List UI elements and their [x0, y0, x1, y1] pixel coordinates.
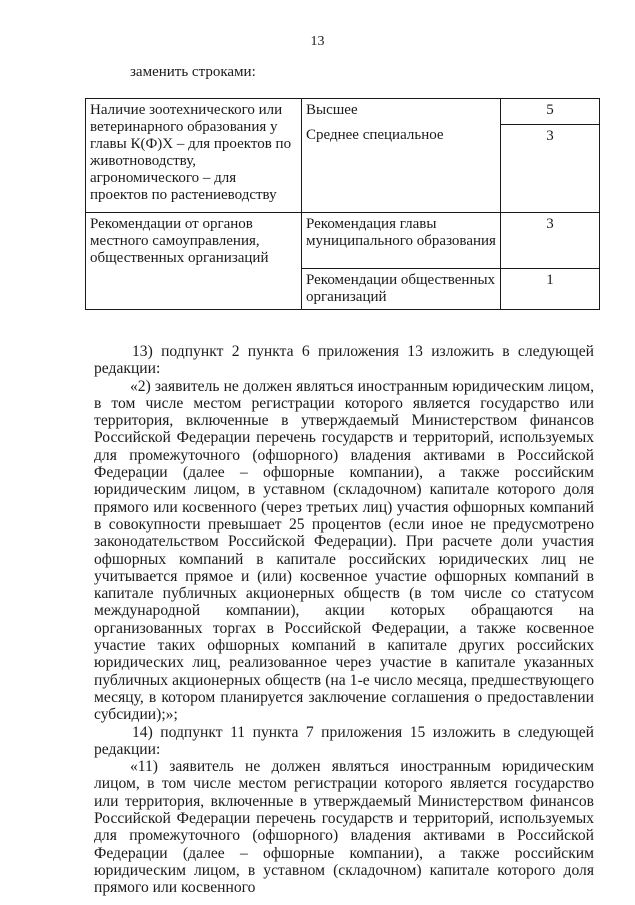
score-cell: 5: [501, 99, 600, 125]
criterion-cell: Наличие зоотехнического или ветеринарного образования у главы К(Ф)Х – для проектов по животноводству, агрономического – для проектов по растениеводству: [86, 99, 302, 213]
score-cell: 1: [501, 269, 600, 310]
paragraph-quote-2: «2) заявитель не должен являться иностранным юридическим лицом, в том числе местом регистрации которого является государство или территория, включенные в утверждаемый Министерством финансов Российской Федерации перечень государств и территорий, используемых для промежуточного (офшорного) владения активами в Российской Федерации (далее – офшорные компании), а также российским юридическим лицом, в уставном (складочном) капитале которого доля прямого или косвенного (через третьих лиц) участия офшорных компаний в совокупности превышает 25 процентов (если иное не предусмотрено законодательством Российской Федерации). При расчете доли участия офшорных компаний в капитале российских юридических лиц не учитывается прямое и (или) косвенное участие офшорных компаний в капитале публичных акционерных обществ (в том числе со статусом международной компании), акции которых обращаются на организованных торгах в Российской Федерации, а также косвенное участие таких офшорных компаний в капитале других российских юридических лиц, реализованное через участие в капитале указанных публичных акционерных обществ (на 1-е число месяца, предшествующего месяцу, в котором планируется заключение соглашения о предоставлении субсидии);»;: [94, 377, 594, 724]
criterion-cell: Рекомендации от органов местного самоуправления, общественных организаций: [86, 213, 302, 310]
score-cell: 3: [501, 124, 600, 213]
document-body: [94, 343, 594, 897]
option-cell: Рекомендации общественных организаций: [302, 269, 501, 310]
paragraph-item-13: 13) подпункт 2 пункта 6 приложения 13 изложить в следующей редакции:: [94, 343, 594, 378]
paragraph-quote-11: «11) заявитель не должен являться иностранным юридическим лицом, в том числе местом регистрации которого является государство или территория, включенные в утверждаемый Министерством финансов Российской Федерации перечень государств и территорий, используемых для промежуточного (офшорного) владения активами в Российской Федерации (далее – офшорные компании), а также российским юридическим лицом, в уставном (складочном) капитале которого доля прямого или косвенного: [94, 758, 594, 897]
table-row: [86, 213, 600, 269]
option-cell: Рекомендация главы муниципального образования: [302, 213, 501, 269]
page-number: 13: [310, 34, 325, 49]
score-cell: 3: [501, 213, 600, 269]
option-cell: Высшее: [302, 99, 501, 125]
paragraph-item-14: 14) подпункт 11 пункта 7 приложения 15 изложить в следующей редакции:: [94, 723, 594, 758]
table-row: [86, 99, 600, 125]
option-cell: Среднее специальное: [302, 124, 501, 213]
intro-text: заменить строками:: [130, 64, 256, 80]
criteria-table: [85, 98, 600, 310]
